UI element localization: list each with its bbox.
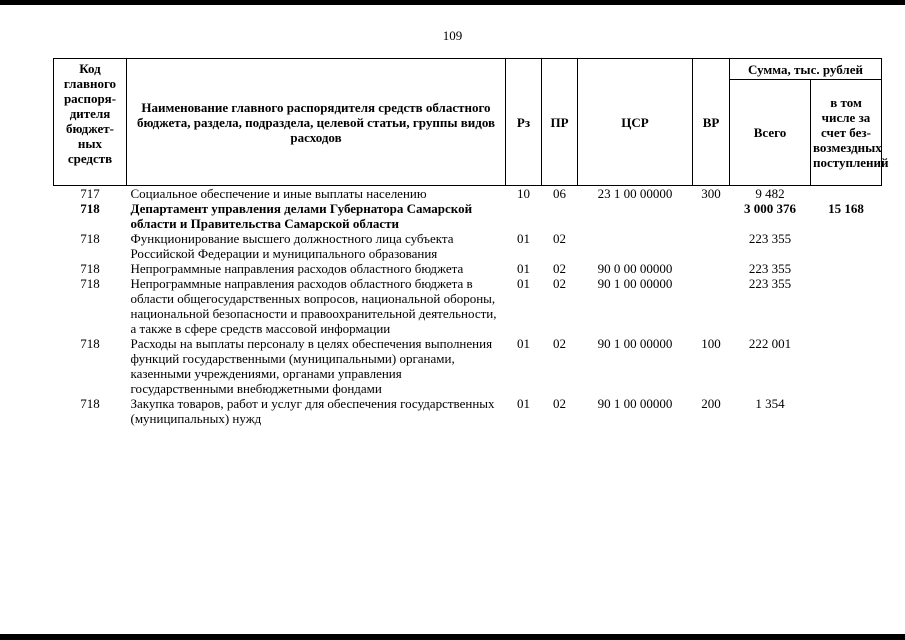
cell-name: Закупка товаров, работ и услуг для обеспечения государственных (муниципальных) нужд (130, 396, 495, 426)
cell-incl (811, 231, 882, 261)
header-total: Всего (730, 80, 811, 186)
cell-vr (693, 261, 730, 276)
table-row (54, 231, 882, 261)
cell-total: 223 355 (748, 231, 792, 246)
cell-name: Непрограммные направления расходов областного бюджета (130, 261, 464, 276)
table-row (54, 396, 882, 426)
cell-total: 1 354 (755, 396, 785, 411)
table-row (54, 276, 882, 336)
table-row (54, 336, 882, 396)
cell-name: Функционирование высшего должностного лица субъекта Российской Федерации и муниципального образования (130, 231, 454, 261)
cell-csr: 90 1 00 00000 (597, 336, 673, 351)
cell-incl (811, 276, 882, 336)
cell-code: 718 (80, 231, 100, 246)
cell-rz: 10 (517, 186, 530, 201)
table-row (54, 201, 882, 231)
cell-incl (811, 396, 882, 426)
cell-total: 3 000 376 (744, 201, 796, 216)
cell-code: 718 (80, 336, 100, 351)
cell-incl (811, 186, 882, 202)
cell-vr: 300 (701, 186, 721, 201)
cell-code: 718 (80, 396, 100, 411)
cell-code: 718 (80, 276, 100, 291)
header-csr: ЦСР (578, 59, 693, 186)
cell-code: 717 (80, 186, 100, 201)
header-sum: Сумма, тыс. рублей (730, 59, 882, 80)
cell-code: 718 (80, 201, 100, 216)
cell-total: 9 482 (755, 186, 785, 201)
cell-rz: 01 (517, 396, 530, 411)
table-row (54, 186, 882, 202)
cell-pr: 02 (553, 231, 566, 246)
cell-pr: 06 (553, 186, 566, 201)
cell-pr: 02 (553, 336, 566, 351)
cell-csr: 90 1 00 00000 (597, 396, 673, 411)
header-vr: ВР (693, 59, 730, 186)
cell-incl (811, 261, 882, 276)
cell-rz (506, 201, 542, 231)
cell-rz: 01 (517, 231, 530, 246)
cell-csr: 90 1 00 00000 (597, 276, 673, 291)
cell-name: Непрограммные направления расходов областного бюджета в области общегосударственных вопросов, национальной обороны, национальной безопасности и правоохранительной деятельности, а также в сфере средств массовой информации (130, 276, 497, 336)
cell-name: Департамент управления делами Губернатора Самарской области и Правительства Самарской области (130, 201, 473, 231)
scan-top-edge (0, 0, 905, 5)
cell-total: 223 355 (748, 261, 792, 276)
cell-pr: 02 (553, 261, 566, 276)
cell-csr: 90 0 00 00000 (597, 261, 673, 276)
table-row (54, 261, 882, 276)
cell-rz: 01 (517, 276, 530, 291)
header-name: Наименование главного распорядителя средств областного бюджета, раздела, подраздела, целевой статьи, группы видов расходов (127, 59, 506, 186)
cell-pr: 02 (553, 276, 566, 291)
cell-name: Социальное обеспечение и иные выплаты населению (130, 186, 427, 201)
page-number: 109 (442, 28, 463, 43)
cell-incl: 15 168 (828, 201, 864, 216)
cell-csr (578, 201, 693, 231)
cell-csr: 23 1 00 00000 (597, 186, 673, 201)
cell-pr (542, 201, 578, 231)
cell-incl (811, 336, 882, 396)
cell-total: 222 001 (748, 336, 792, 351)
header-code: Код главного распоря-дителя бюджет-ных средств (54, 59, 127, 186)
cell-vr (693, 201, 730, 231)
cell-total: 223 355 (748, 276, 792, 291)
cell-code: 718 (80, 261, 100, 276)
cell-vr (693, 231, 730, 261)
budget-table (53, 58, 889, 426)
scan-bottom-edge (0, 634, 905, 640)
cell-vr: 200 (701, 396, 721, 411)
cell-vr (693, 276, 730, 336)
header-pr: ПР (542, 59, 578, 186)
cell-rz: 01 (517, 336, 530, 351)
header-rz: Рз (506, 59, 542, 186)
cell-name: Расходы на выплаты персоналу в целях обеспечения выполнения функций государственными (муниципальными) органами, казенными учреждениями, органами управления государственными внебюджетными фондами (130, 336, 493, 396)
cell-rz: 01 (517, 261, 530, 276)
cell-vr: 100 (701, 336, 721, 351)
cell-csr (578, 231, 693, 261)
header-incl: в том числе за счет без-возмездных поступлений (811, 80, 882, 186)
cell-pr: 02 (553, 396, 566, 411)
